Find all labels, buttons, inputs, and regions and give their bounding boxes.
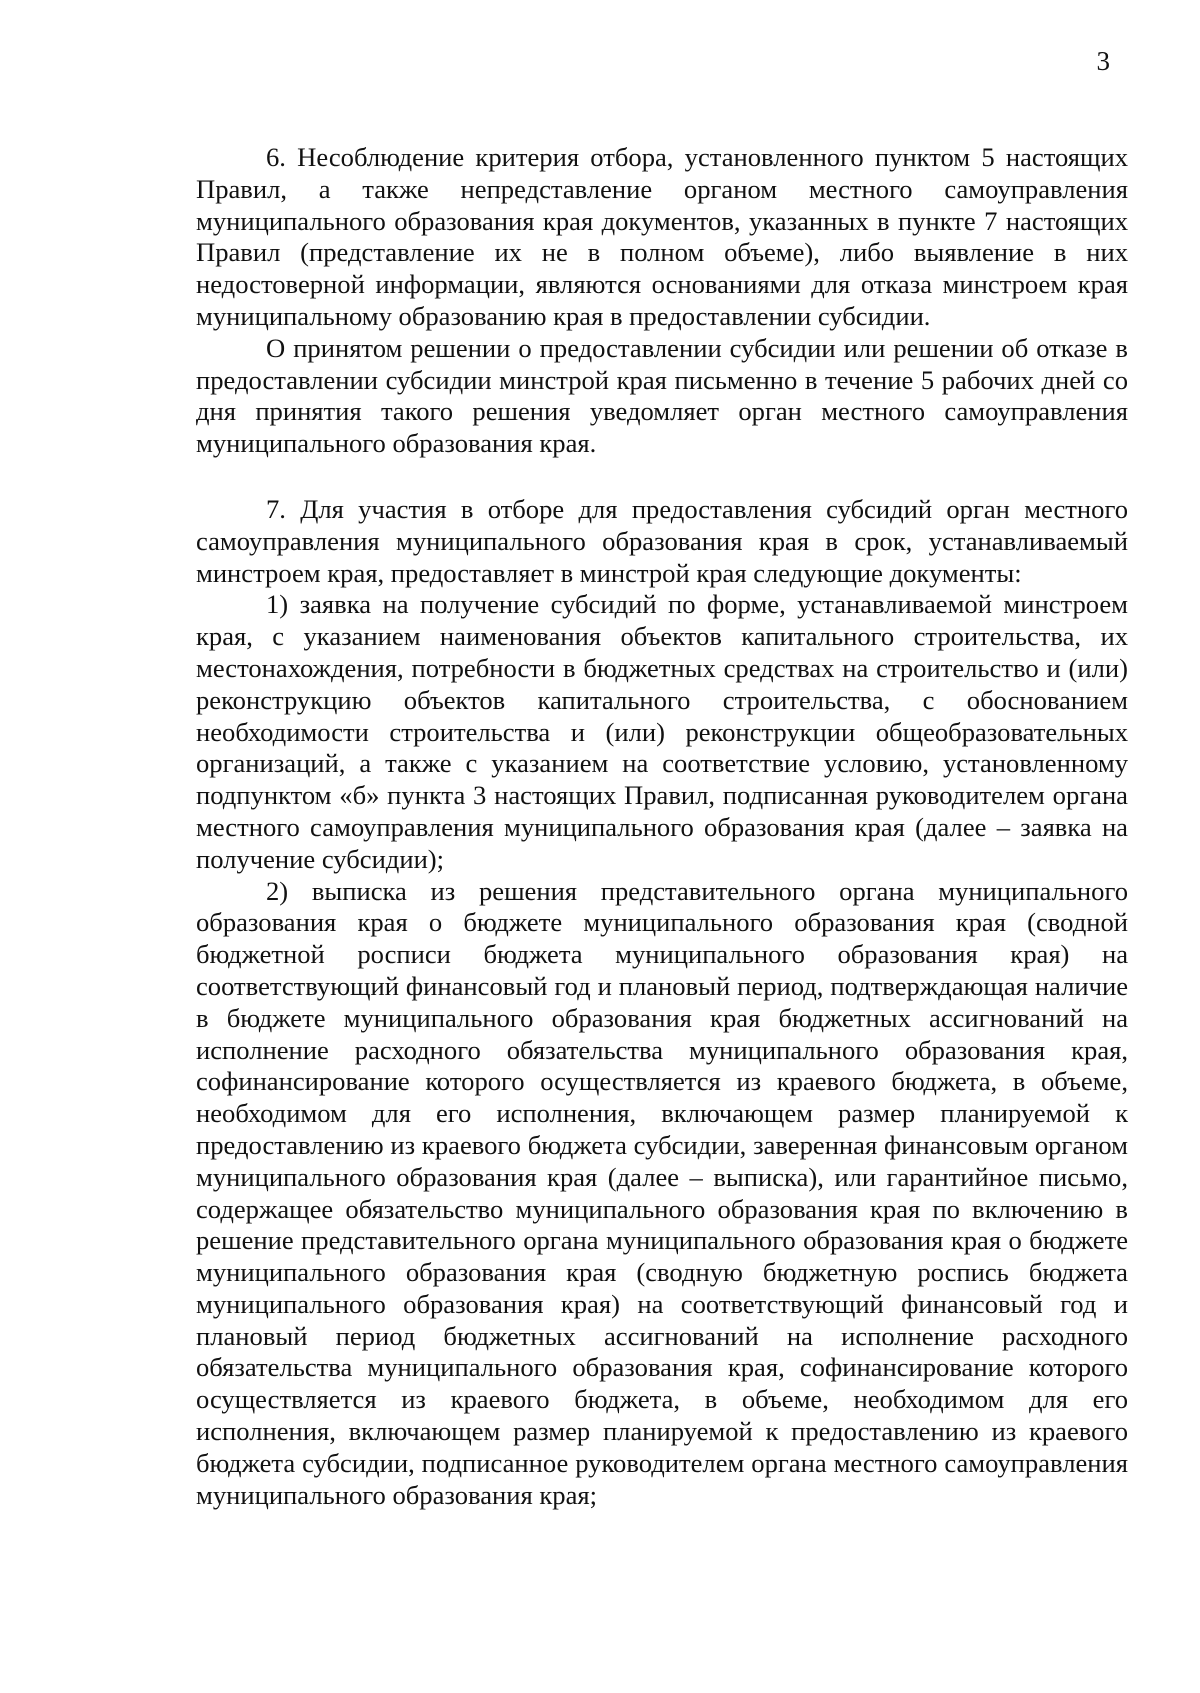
paragraph-6-decision: О принятом решении о предоставлении субсидии или решении об отказе в предоставлении субсидии минстрой края письменно в течение 5 рабочих дней со дня принятия такого решения уведомляет орган местного самоуправления муниципального образования края. [196,332,1128,459]
document-body [196,142,1128,1511]
paragraph-7-item-2: 2) выписка из решения представительного органа муниципального образования края о бюджете муниципального образования края (сводной бюджетной росписи бюджета муниципального образования края) на соответствующий финансовый год и плановый период, подтверждающая наличие в бюджете муниципального образования края бюджетных ассигнований на исполнение расходного обязательства муниципального образования края, софинансирование которого осуществляется из краевого бюджета, в объеме, необходимом для его исполнения, включающем размер планируемой к предоставлению из краевого бюджета субсидии, заверенная финансовым органом муниципального образования края (далее – выписка), или гарантийное письмо, содержащее обязательство муниципального образования края по включению в решение представительного органа муниципального образования края о бюджете муниципального образования края (сводную бюджетную роспись бюджета муниципального образования края) на соответствующий финансовый год и плановый период бюджетных ассигнований на исполнение расходного обязательства муниципального образования края, софинансирование которого осуществляется из краевого бюджета, в объеме, необходимом для его исполнения, включающем размер планируемой к предоставлению из краевого бюджета субсидии, подписанное руководителем органа местного самоуправления муниципального образования края; [196,875,1128,1510]
paragraph-7: 7. Для участия в отборе для предоставления субсидий орган местного самоуправления муниципального образования края в срок, устанавливаемый минстроем края, предоставляет в минстрой края следующие документы: [196,493,1128,588]
paragraph-7-item-1: 1) заявка на получение субсидий по форме, устанавливаемой минстроем края, с указанием наименования объектов капитального строительства, их местонахождения, потребности в бюджетных средствах на строительство и (или) реконструкцию объектов капитального строительства, с обоснованием необходимости строительства и (или) реконструкции общеобразовательных организаций, а также с указанием на соответствие условию, установленному подпунктом «б» пункта 3 настоящих Правил, подписанная руководителем органа местного самоуправления муниципального образования края (далее – заявка на получение субсидии); [196,589,1128,874]
page-number: 3 [1096,46,1110,76]
paragraph-6: 6. Несоблюдение критерия отбора, установленного пунктом 5 настоящих Правил, а также непредставление органом местного самоуправления муниципального образования края документов, указанных в пункте 7 настоящих Правил (представление их не в полном объеме), либо выявление в них недостоверной информации, являются основаниями для отказа минстроем края муниципальному образованию края в предоставлении субсидии. [196,142,1128,331]
